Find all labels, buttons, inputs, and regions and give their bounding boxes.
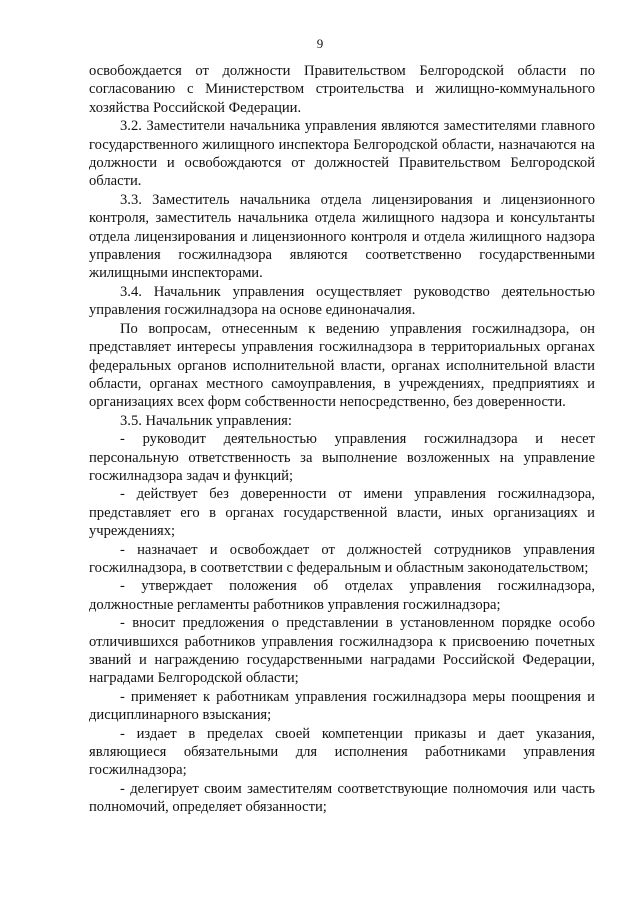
list-item: - утверждает положения об отделах управления госжилнадзора, должностные регламенты работников управления госжилнадзора; — [89, 578, 595, 613]
paragraph: 3.3. Заместитель начальника отдела лицензирования и лицензионного контроля, заместитель начальника отдела жилищного надзора и консультанты отдела лицензирования и лицензионного контроля и отдела жилищного надзора управления госжилнадзора являются соответственно государственными жилищными инспекторами. — [89, 191, 595, 282]
paragraph: освобождается от должности Правительством Белгородской области по согласованию с Министерством строительства и жилищно-коммунального хозяйства Российской Федерации. — [89, 63, 595, 116]
list-item: - применяет к работникам управления госжилнадзора меры поощрения и дисциплинарного взыскания; — [89, 688, 595, 724]
paragraph: 3.5. Начальник управления: — [120, 412, 292, 429]
paragraph: 3.4. Начальник управления осуществляет руководство деятельностью управления госжилнадзора на основе единоначалия. — [89, 283, 595, 319]
paragraph: 3.2. Заместители начальника управления являются заместителями главного государственного жилищного инспектора Белгородской области, назначаются на должности и освобождаются от должностей Правительством Белгородской области. — [89, 118, 595, 190]
list-item: - руководит деятельностью управления госжилнадзора и несет персональную ответственность за выполнение возложенных на управление госжилнадзора задач и функций; — [89, 431, 595, 484]
page-number: 9 — [316, 36, 324, 51]
list-item: - издает в пределах своей компетенции приказы и дает указания, являющиеся обязательными для исполнения работниками управления госжилнадзора; — [89, 725, 595, 779]
list-item: - вносит предложения о представлении в установленном порядке особо отличившихся работников управления госжилнадзора к присвоению почетных званий и награждению государственными наградами Российской Федерации, наградами Белгородской области; — [89, 615, 595, 687]
list-item: - действует без доверенности от имени управления госжилнадзора, представляет его в органах государственной власти, иных организациях и учреждениях; — [89, 486, 595, 540]
paragraph: По вопросам, отнесенным к ведению управления госжилнадзора, он представляет интересы управления госжилнадзора в территориальных органах федеральных органов исполнительной власти, органах исполнительной власти области, органах местного самоуправления, в учреждениях, предприятиях и организациях всех форм собственности непосредственно, без доверенности. — [89, 320, 595, 411]
list-item: - назначает и освобождает от должностей сотрудников управления госжилнадзора, в соответствии с федеральным и областным законодательством; — [89, 541, 595, 576]
list-item: - делегирует своим заместителям соответствующие полномочия или часть полномочий, определяет обязанности; — [89, 780, 595, 816]
document-body — [89, 62, 595, 817]
